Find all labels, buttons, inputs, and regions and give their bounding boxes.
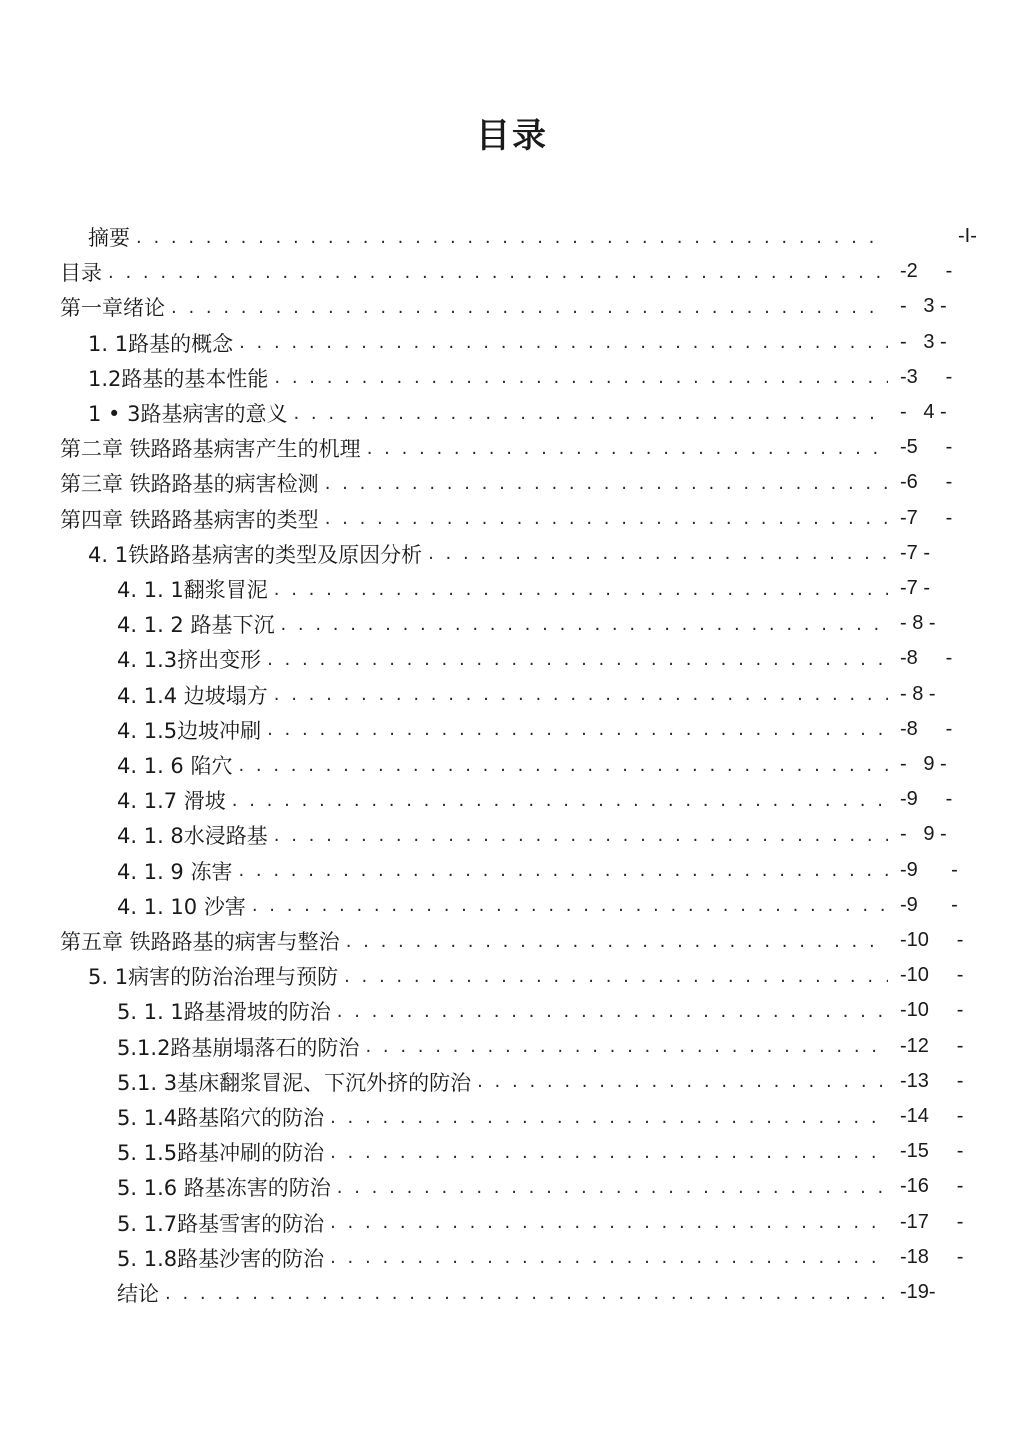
toc-entry-label: 4. 1. 8水浸路基 xyxy=(117,824,268,849)
toc-entry-page-number: - 8 - xyxy=(900,682,936,705)
toc-entry-label: 4. 1.5边坡冲刷 xyxy=(117,718,262,743)
page-title: 目录 xyxy=(476,116,548,156)
toc-entry-label: 1 • 3路基病害的意义 xyxy=(88,402,288,426)
toc-entry[interactable] xyxy=(60,431,888,465)
toc-dot-leader xyxy=(477,1071,888,1092)
toc-entry-page-number: -13 - xyxy=(900,1069,964,1092)
toc-entry-label: 第一章绪论 xyxy=(60,296,165,321)
toc-dot-leader xyxy=(330,1142,888,1163)
toc-dot-leader xyxy=(232,790,888,811)
toc-entry[interactable] xyxy=(88,537,888,571)
toc-entry-page-number: -10 - xyxy=(900,964,964,987)
toc-entry-label: 1.2路基的基本性能 xyxy=(88,366,269,391)
toc-entry-page-number: -9 - xyxy=(900,858,958,881)
toc-dot-leader xyxy=(252,895,888,916)
toc-entry[interactable] xyxy=(117,889,888,923)
toc-entry-page-number: -5 - xyxy=(900,436,953,459)
toc-dot-leader xyxy=(274,367,888,388)
toc-dot-leader xyxy=(330,1212,888,1233)
toc-dot-leader xyxy=(428,543,888,564)
toc-entry[interactable] xyxy=(88,220,888,254)
toc-entry-page-number: - 9 - xyxy=(900,823,947,846)
toc-dot-leader xyxy=(238,860,888,881)
toc-dot-leader xyxy=(344,966,888,987)
toc-entry[interactable] xyxy=(88,361,888,395)
toc-entry-label: 5. 1.8路基沙害的防治 xyxy=(117,1246,325,1271)
toc-entry[interactable] xyxy=(60,290,888,324)
toc-entry-page-number: -10 - xyxy=(900,929,964,951)
toc-dot-leader xyxy=(330,1107,888,1128)
toc-entry-label: 5. 1. 1路基滑坡的防治 xyxy=(117,1000,331,1025)
toc-dot-leader xyxy=(365,1036,888,1057)
toc-entry[interactable] xyxy=(117,1100,888,1134)
toc-dot-leader xyxy=(367,438,888,459)
toc-entry-page-number: -8 - xyxy=(900,647,953,670)
toc-entry-page-number: - 3 - xyxy=(900,330,947,353)
toc-entry-label: 摘要 xyxy=(88,226,130,250)
toc-entry-page-number: -7 - xyxy=(900,577,930,599)
toc-entry[interactable] xyxy=(117,1135,888,1169)
toc-entry-label: 第五章 铁路路基的病害与整治 xyxy=(60,930,340,954)
toc-entry-page-number: - 8 - xyxy=(900,612,936,635)
toc-entry-label: 4. 1. 10 沙害 xyxy=(117,894,246,919)
toc-dot-leader xyxy=(165,1283,888,1304)
toc-entry-label: 第四章 铁路路基病害的类型 xyxy=(60,507,319,532)
toc-entry-page-number: -12 - xyxy=(900,1034,964,1057)
toc-entry-page-number: -14 - xyxy=(900,1105,964,1127)
toc-entry-page-number: -3 - xyxy=(900,365,953,388)
toc-entry-label: 结论 xyxy=(117,1282,159,1306)
toc-entry[interactable] xyxy=(117,1241,888,1275)
toc-dot-leader xyxy=(274,579,888,600)
toc-entry-label: 4. 1.7 滑坡 xyxy=(117,789,226,814)
toc-entry-label: 5. 1.6 路基冻害的防治 xyxy=(117,1176,331,1201)
toc-entry[interactable] xyxy=(60,502,888,536)
toc-entry[interactable] xyxy=(60,255,888,289)
toc-entry[interactable] xyxy=(117,994,888,1028)
toc-entry-label: 第三章 铁路路基的病害检测 xyxy=(60,472,319,497)
toc-entry-label: 1. 1路基的概念 xyxy=(88,331,234,356)
toc-entry-page-number: - 3 - xyxy=(900,295,947,318)
toc-entry-page-number: -7 - xyxy=(900,506,953,529)
toc-dot-leader xyxy=(330,1247,888,1268)
toc-entry-label: 5. 1.4路基陷穴的防治 xyxy=(117,1106,325,1130)
toc-dot-leader xyxy=(108,262,888,283)
toc-entry-label: 4. 1. 1翻浆冒泥 xyxy=(117,578,268,602)
toc-entry-label: 5.1. 3基床翻浆冒泥、下沉外挤的防治 xyxy=(117,1070,472,1095)
toc-dot-leader xyxy=(238,755,888,776)
toc-entry-page-number: -6 - xyxy=(900,471,953,494)
toc-dot-leader xyxy=(325,508,888,529)
toc-dot-leader xyxy=(337,1001,888,1022)
toc-entry-page-number: -I- xyxy=(958,225,977,247)
toc-entry-page-number: -18 - xyxy=(900,1245,964,1268)
toc-entry[interactable] xyxy=(117,1206,888,1240)
toc-entry[interactable] xyxy=(117,713,888,747)
toc-entry-label: 5. 1.5路基冲刷的防治 xyxy=(117,1141,325,1166)
toc-entry-label: 4. 1.4 边坡塌方 xyxy=(117,683,268,708)
toc-entry-page-number: -8 - xyxy=(900,717,953,740)
toc-entry-label: 4. 1. 9 冻害 xyxy=(117,859,233,884)
toc-dot-leader xyxy=(280,614,888,635)
toc-dot-leader xyxy=(337,1177,888,1198)
toc-entry[interactable] xyxy=(60,924,888,958)
toc-entry-label: 5.1.2路基崩塌落石的防治 xyxy=(117,1035,360,1060)
toc-entry[interactable] xyxy=(117,642,888,676)
toc-entry-label: 4. 1. 2 路基下沉 xyxy=(117,613,275,638)
toc-entry-page-number: -9 - xyxy=(900,893,958,916)
toc-dot-leader xyxy=(267,719,888,740)
toc-entry-page-number: -10 - xyxy=(900,999,964,1022)
toc-entry-label: 第二章 铁路路基病害产生的机理 xyxy=(60,437,361,462)
toc-entry[interactable] xyxy=(117,1065,888,1099)
toc-entry[interactable] xyxy=(88,396,888,430)
toc-entry-page-number: - 4 - xyxy=(900,401,947,423)
toc-dot-leader xyxy=(346,931,888,952)
toc-entry-label: 4. 1.3挤出变形 xyxy=(117,648,262,673)
toc-dot-leader xyxy=(267,649,888,670)
toc-dot-leader xyxy=(325,473,888,494)
toc-dot-leader xyxy=(274,825,888,846)
toc-entry[interactable] xyxy=(117,1170,888,1204)
toc-entry-label: 4. 1铁路路基病害的类型及原因分析 xyxy=(88,542,423,567)
toc-entry[interactable] xyxy=(117,607,888,641)
toc-entry-label: 目录 xyxy=(60,261,102,286)
toc-entry-page-number: -15 - xyxy=(900,1140,964,1163)
toc-dot-leader xyxy=(274,684,888,705)
toc-dot-leader xyxy=(239,332,888,353)
toc-entry[interactable] xyxy=(88,959,888,993)
toc-dot-leader xyxy=(293,403,888,424)
toc-entry[interactable] xyxy=(117,1276,888,1310)
toc-dot-leader xyxy=(171,297,888,318)
toc-entry-page-number: -9 - xyxy=(900,788,953,811)
toc-entry[interactable] xyxy=(60,466,888,500)
toc-entry[interactable] xyxy=(88,326,888,360)
toc-entry-label: 5. 1病害的防治治理与预防 xyxy=(88,965,339,990)
toc-entry[interactable] xyxy=(117,783,888,817)
toc-entry[interactable] xyxy=(117,1030,888,1064)
toc-entry[interactable] xyxy=(117,678,888,712)
toc-entry[interactable] xyxy=(117,572,888,606)
toc-entry[interactable] xyxy=(117,748,888,782)
toc-entry-page-number: -16 - xyxy=(900,1175,964,1198)
toc-dot-leader xyxy=(136,227,888,248)
toc-entry[interactable] xyxy=(117,818,888,852)
toc-entry[interactable] xyxy=(117,854,888,888)
toc-entry-page-number: -7 - xyxy=(900,541,930,564)
toc-entry-label: 5. 1.7路基雪害的防治 xyxy=(117,1211,325,1236)
toc-entry-label: 4. 1. 6 陷穴 xyxy=(117,754,233,778)
toc-entry-page-number: - 9 - xyxy=(900,753,947,775)
toc-entry-page-number: -19- xyxy=(900,1281,936,1303)
toc-entry-page-number: -17 - xyxy=(900,1210,964,1233)
toc-entry-page-number: -2 - xyxy=(900,260,953,283)
